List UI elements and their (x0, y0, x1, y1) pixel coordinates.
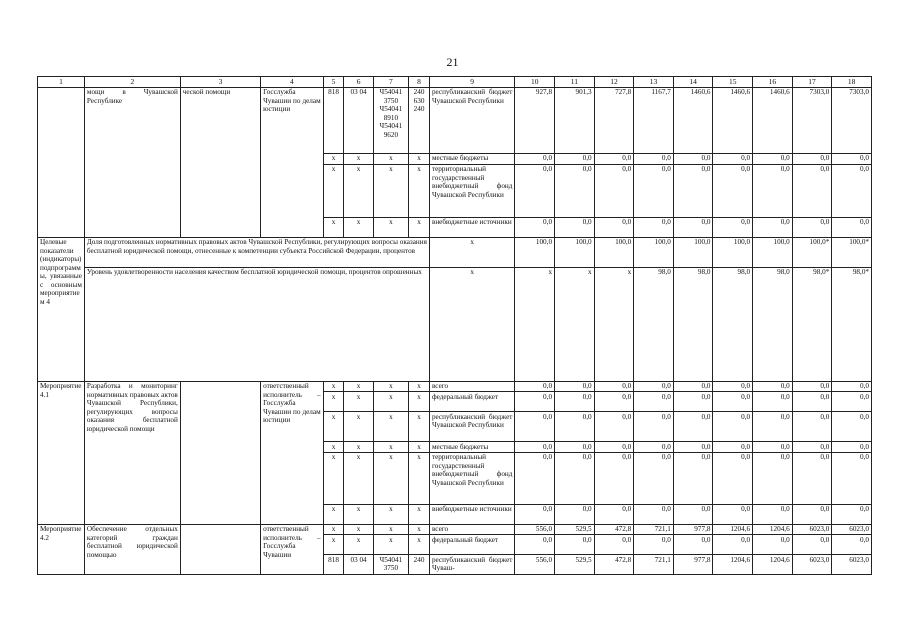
value-cell: 0,0 (515, 392, 555, 412)
value-cell: 0,0 (753, 153, 793, 164)
value-cell: 0,0 (832, 535, 872, 555)
value-cell: 0,0 (515, 164, 555, 217)
value-cell: 0,0 (792, 392, 832, 412)
value-cell: 0,0 (594, 452, 634, 504)
value-cell: 0,0 (713, 153, 753, 164)
column-number: 12 (594, 77, 634, 88)
code-section: x (344, 392, 373, 412)
table-row (38, 524, 872, 535)
value-cell: 0,0 (634, 442, 674, 453)
budget-table (37, 76, 872, 575)
code-grbs: 818 (323, 555, 344, 575)
value-cell: 0,0 (792, 535, 832, 555)
funding-source: федеральный бюджет (429, 392, 514, 412)
value-cell: 0,0 (832, 452, 872, 504)
value-cell: 0,0 (713, 164, 753, 217)
code-target: x (373, 524, 408, 535)
value-cell: 0,0 (555, 412, 595, 442)
value-cell: 6023,0 (792, 524, 832, 535)
value-cell: 100,0 (594, 237, 634, 267)
value-cell: 98,0 (673, 267, 713, 381)
value-cell: 0,0 (673, 442, 713, 453)
value-cell: 0,0 (673, 504, 713, 524)
event-name: Разработка и мониторинг нормативных правовых актов Чувашской Республики, регулирующих вопросы оказания бесплатной юридической помощи (84, 381, 180, 524)
code-grbs: x (323, 164, 344, 217)
target-x: x (429, 237, 514, 267)
code-grbs: x (323, 153, 344, 164)
code-target: x (373, 452, 408, 504)
event-number: Мероприятие 4.2 (38, 524, 85, 575)
code-expense: x (409, 381, 430, 392)
code-expense: x (409, 392, 430, 412)
value-cell: 721,1 (634, 555, 674, 575)
funding-source: территориальный государственный внебюджетный фонд Чувашской Республики (429, 164, 514, 217)
value-cell: 100,0 (753, 237, 793, 267)
value-cell: 100,0* (832, 237, 872, 267)
value-cell: 6023,0 (832, 524, 872, 535)
value-cell: 0,0 (515, 442, 555, 453)
value-cell: 529,5 (555, 524, 595, 535)
value-cell: 0,0 (753, 392, 793, 412)
value-cell: 0,0 (634, 164, 674, 217)
value-cell: 0,0 (832, 153, 872, 164)
value-cell: 0,0 (792, 442, 832, 453)
funding-source: республиканский бюджет Чуваш- (429, 555, 514, 575)
value-cell: 0,0 (555, 381, 595, 392)
funding-source: республиканский бюджет Чувашской Республики (429, 87, 514, 153)
column-number: 18 (832, 77, 872, 88)
col3-empty (180, 524, 260, 575)
column-number: 15 (713, 77, 753, 88)
value-cell: 98,0 (753, 267, 793, 381)
code-section: x (344, 153, 373, 164)
funding-source: республиканский бюджет Чувашской Республики (429, 412, 514, 442)
value-cell: 0,0 (792, 153, 832, 164)
value-cell: 0,0 (792, 452, 832, 504)
value-cell: 727,8 (594, 87, 634, 153)
code-expense: x (409, 153, 430, 164)
value-cell: 0,0 (555, 504, 595, 524)
value-cell: 0,0 (832, 412, 872, 442)
code-target: x (373, 535, 408, 555)
value-cell: 472,8 (594, 555, 634, 575)
value-cell: 0,0 (792, 164, 832, 217)
code-grbs: x (323, 381, 344, 392)
value-cell: 100,0 (713, 237, 753, 267)
value-cell: 0,0 (594, 164, 634, 217)
code-expense: x (409, 504, 430, 524)
code-expense: x (409, 452, 430, 504)
funding-source: внебюджетные источники (429, 504, 514, 524)
value-cell: 0,0 (515, 535, 555, 555)
code-expense: x (409, 442, 430, 453)
value-cell: 0,0 (634, 153, 674, 164)
value-cell: 0,0 (832, 164, 872, 217)
value-cell: 0,0 (673, 412, 713, 442)
value-cell: 0,0 (515, 412, 555, 442)
target-row (38, 237, 872, 267)
value-cell: 1204,6 (753, 555, 793, 575)
value-cell: 0,0 (713, 217, 753, 237)
column-number: 10 (515, 77, 555, 88)
value-cell: 100,0 (673, 237, 713, 267)
value-cell: 0,0 (515, 217, 555, 237)
value-cell: 0,0 (753, 217, 793, 237)
code-target: x (373, 381, 408, 392)
value-cell: 0,0 (792, 217, 832, 237)
code-grbs: x (323, 392, 344, 412)
value-cell: 0,0 (713, 442, 753, 453)
code-expense: x (409, 412, 430, 442)
column-number: 8 (409, 77, 430, 88)
column-number: 14 (673, 77, 713, 88)
code-expense: x (409, 164, 430, 217)
value-cell: 0,0 (555, 392, 595, 412)
code-target: x (373, 412, 408, 442)
value-cell: 0,0 (594, 381, 634, 392)
value-cell: 556,0 (515, 524, 555, 535)
value-cell: 0,0 (713, 452, 753, 504)
target-x: x (429, 267, 514, 381)
value-cell: 927,8 (515, 87, 555, 153)
value-cell: 0,0 (594, 217, 634, 237)
code-expense: x (409, 217, 430, 237)
code-grbs: 818 (323, 87, 344, 153)
code-target: x (373, 504, 408, 524)
value-cell: 1204,6 (713, 555, 753, 575)
code-grbs: x (323, 524, 344, 535)
value-cell: 0,0 (634, 504, 674, 524)
column-number: 13 (634, 77, 674, 88)
event-name: Обеспечение отдельных категорий граждан бесплатной юридической помощью (84, 524, 180, 575)
value-cell: 1204,6 (753, 524, 793, 535)
responsible-label: ческой помощи (180, 87, 260, 237)
value-cell: 0,0 (634, 392, 674, 412)
code-grbs: x (323, 412, 344, 442)
value-cell: 529,5 (555, 555, 595, 575)
column-number: 4 (261, 77, 324, 88)
value-cell: 556,0 (515, 555, 555, 575)
column-number: 2 (84, 77, 180, 88)
value-cell: 0,0 (634, 452, 674, 504)
code-section: x (344, 504, 373, 524)
code-expense: 240 630 240 (409, 87, 430, 153)
value-cell: 0,0 (673, 392, 713, 412)
funding-source: территориальный государственный внебюджетный фонд Чувашской Республики (429, 452, 514, 504)
code-target: x (373, 153, 408, 164)
target-text: Доля подготовленных нормативных правовых актов Чувашской Республики, регулирующих вопросы оказания бесплатной юридической помощи, отнесенные к компетенции субъекта Российской Федерации, процентов (84, 237, 429, 267)
value-cell: 98,0 (713, 267, 753, 381)
value-cell: 0,0 (792, 381, 832, 392)
code-target: x (373, 164, 408, 217)
value-cell: 0,0 (594, 412, 634, 442)
event-number: Мероприятие 4.1 (38, 381, 85, 524)
value-cell: 0,0 (594, 535, 634, 555)
code-section: x (344, 535, 373, 555)
value-cell: 7303,0 (832, 87, 872, 153)
value-cell: 100,0 (634, 237, 674, 267)
value-cell: 977,8 (673, 555, 713, 575)
col3-empty (180, 381, 260, 524)
value-cell: 1167,7 (634, 87, 674, 153)
value-cell: 0,0 (673, 164, 713, 217)
value-cell: 0,0 (634, 535, 674, 555)
value-cell: 0,0 (753, 381, 793, 392)
code-section: x (344, 164, 373, 217)
value-cell: 0,0 (515, 153, 555, 164)
value-cell: 6023,0 (792, 555, 832, 575)
value-cell: 0,0 (673, 153, 713, 164)
column-number: 7 (373, 77, 408, 88)
value-cell: 0,0 (555, 452, 595, 504)
value-cell: 0,0 (713, 535, 753, 555)
event-name: мощи в Чувашской Республике (84, 87, 180, 237)
value-cell: 0,0 (792, 504, 832, 524)
code-target: x (373, 217, 408, 237)
value-cell: 0,0 (634, 412, 674, 442)
value-cell: 0,0 (753, 452, 793, 504)
value-cell: 0,0 (673, 452, 713, 504)
code-expense: x (409, 524, 430, 535)
code-section: x (344, 381, 373, 392)
value-cell: 0,0 (753, 504, 793, 524)
column-number: 9 (429, 77, 514, 88)
value-cell: x (515, 267, 555, 381)
target-text: Уровень удовлетворенности населения качеством бесплатной юридической помощи, процентов опрошенных (84, 267, 429, 381)
value-cell: 0,0 (713, 412, 753, 442)
value-cell: 977,8 (673, 524, 713, 535)
table-row (38, 381, 872, 392)
value-cell: 98,0* (792, 267, 832, 381)
code-target: Ч54041 3750 Ч54041 8910 Ч54041 9620 (373, 87, 408, 153)
code-section: x (344, 442, 373, 453)
column-number: 3 (180, 77, 260, 88)
code-expense: x (409, 535, 430, 555)
value-cell: 901,3 (555, 87, 595, 153)
value-cell: 0,0 (673, 381, 713, 392)
value-cell: 0,0 (713, 392, 753, 412)
value-cell: 0,0 (792, 412, 832, 442)
code-grbs: x (323, 535, 344, 555)
value-cell: 100,0* (792, 237, 832, 267)
code-section: 03 04 (344, 555, 373, 575)
column-number: 17 (792, 77, 832, 88)
value-cell: 0,0 (634, 217, 674, 237)
code-target: x (373, 392, 408, 412)
value-cell: 7303,0 (792, 87, 832, 153)
funding-source: местные бюджеты (429, 442, 514, 453)
target-label: Целевые показатели (индикаторы) подпрограммы, увязанные с основным мероприятием 4 (38, 237, 85, 381)
value-cell: 0,0 (673, 535, 713, 555)
value-cell: 0,0 (515, 504, 555, 524)
value-cell: 0,0 (594, 153, 634, 164)
executor: Госслужба Чувашии по делам юстиции (261, 87, 324, 237)
funding-source: местные бюджеты (429, 153, 514, 164)
code-section: x (344, 217, 373, 237)
value-cell: 0,0 (753, 535, 793, 555)
value-cell: 0,0 (515, 452, 555, 504)
value-cell: 100,0 (555, 237, 595, 267)
column-number: 5 (323, 77, 344, 88)
value-cell: 0,0 (594, 442, 634, 453)
value-cell: 0,0 (832, 504, 872, 524)
value-cell: 0,0 (594, 504, 634, 524)
code-target: Ч54041 3750 (373, 555, 408, 575)
value-cell: 0,0 (634, 381, 674, 392)
value-cell: 0,0 (832, 381, 872, 392)
value-cell: 0,0 (555, 164, 595, 217)
value-cell: 98,0 (634, 267, 674, 381)
target-row (38, 267, 872, 381)
code-section: 03 04 (344, 87, 373, 153)
col1-empty (38, 87, 85, 237)
value-cell: 472,8 (594, 524, 634, 535)
value-cell: 1460,6 (753, 87, 793, 153)
code-expense: 240 (409, 555, 430, 575)
code-section: x (344, 524, 373, 535)
code-grbs: x (323, 217, 344, 237)
code-grbs: x (323, 504, 344, 524)
value-cell: 0,0 (555, 217, 595, 237)
value-cell: x (594, 267, 634, 381)
column-number: 1 (38, 77, 85, 88)
value-cell: 98,0* (832, 267, 872, 381)
code-section: x (344, 412, 373, 442)
header-row (38, 77, 872, 88)
value-cell: 0,0 (832, 442, 872, 453)
value-cell: 0,0 (832, 217, 872, 237)
value-cell: 1204,6 (713, 524, 753, 535)
funding-source: всего (429, 381, 514, 392)
value-cell: 0,0 (753, 164, 793, 217)
code-target: x (373, 442, 408, 453)
value-cell: 1460,6 (713, 87, 753, 153)
value-cell: 0,0 (713, 504, 753, 524)
value-cell: 0,0 (673, 217, 713, 237)
code-grbs: x (323, 442, 344, 453)
table-row (38, 87, 872, 153)
value-cell: x (555, 267, 595, 381)
code-section: x (344, 452, 373, 504)
value-cell: 0,0 (555, 153, 595, 164)
funding-source: федеральный бюджет (429, 535, 514, 555)
value-cell: 0,0 (713, 381, 753, 392)
column-number: 11 (555, 77, 595, 88)
column-number: 6 (344, 77, 373, 88)
value-cell: 0,0 (832, 392, 872, 412)
value-cell: 0,0 (515, 381, 555, 392)
code-grbs: x (323, 452, 344, 504)
column-number: 16 (753, 77, 793, 88)
value-cell: 0,0 (594, 392, 634, 412)
value-cell: 0,0 (753, 442, 793, 453)
value-cell: 721,1 (634, 524, 674, 535)
value-cell: 0,0 (555, 535, 595, 555)
value-cell: 0,0 (753, 412, 793, 442)
value-cell: 6023,0 (832, 555, 872, 575)
value-cell: 1460,6 (673, 87, 713, 153)
executor: ответственный исполнитель – Госслужба Чувашии (261, 524, 324, 575)
value-cell: 100,0 (515, 237, 555, 267)
funding-source: всего (429, 524, 514, 535)
funding-source: внебюджетные источники (429, 217, 514, 237)
executor: ответственный исполнитель – Госслужба Чувашии по делам юстиции (261, 381, 324, 524)
page-number: 21 (446, 55, 459, 69)
value-cell: 0,0 (555, 442, 595, 453)
